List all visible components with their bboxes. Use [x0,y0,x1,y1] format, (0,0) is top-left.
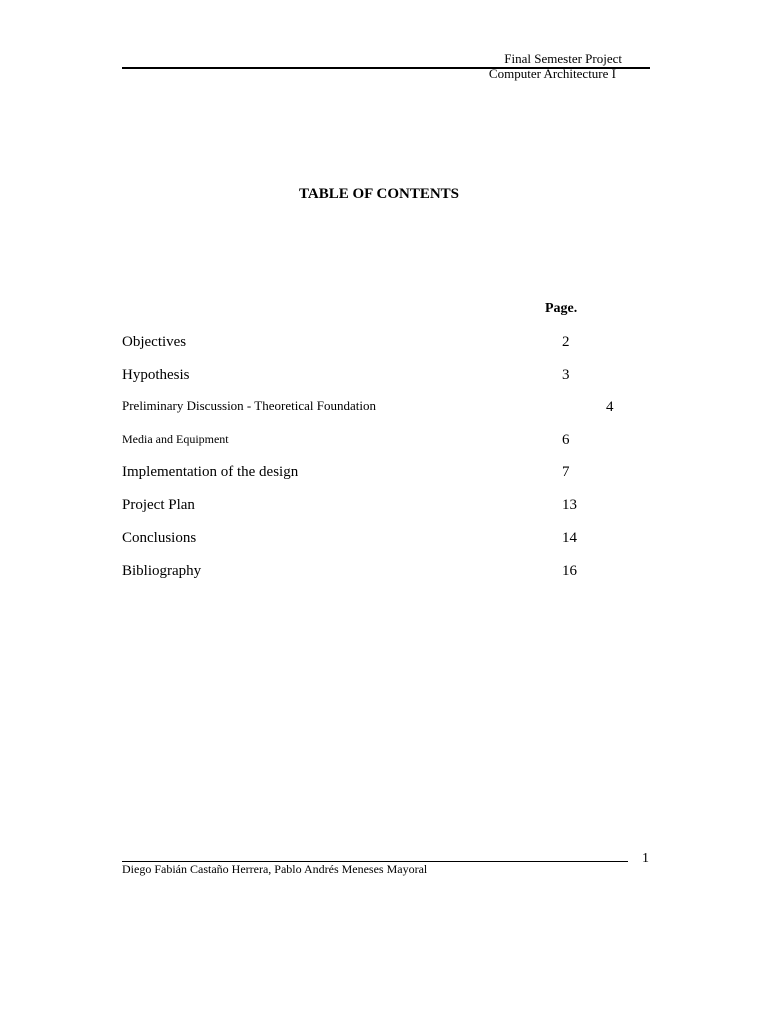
toc-entry-implementation [122,463,642,483]
toc-entry-project-plan [122,496,642,516]
toc-entry-label: Project Plan [122,497,195,513]
toc-entry-page: 7 [562,464,570,480]
toc-entry-media-equipment [122,431,642,451]
toc-entry-label: Bibliography [122,563,202,579]
toc-entry-preliminary-discussion [122,398,642,418]
toc-entry-page: 2 [562,334,570,350]
header-project-title: Final Semester Project [504,51,622,66]
toc-entry-page: 6 [562,432,570,448]
footer-page-number: 1 [642,851,649,866]
toc-entry-bibliography [122,562,642,582]
toc-title: TABLE OF CONTENTS [298,186,460,202]
toc-entry-label: Hypothesis [122,367,190,383]
toc-entry-label: Implementation of the design [122,464,299,480]
toc-entry-hypothesis [122,366,642,386]
toc-entry-page: 16 [562,563,577,579]
toc-entry-page: 14 [562,530,577,546]
toc-entry-objectives [122,333,642,353]
toc-entry-page: 3 [562,367,570,383]
toc-entry-label: Objectives [122,334,187,350]
toc-entry-page: 13 [562,497,577,513]
footer-authors: Diego Fabián Castaño Herrera, Pablo Andrés Meneses Mayoral [122,862,428,876]
header-course-name: Computer Architecture I [488,66,616,81]
toc-entry-label: Preliminary Discussion - Theoretical Foundation [122,398,376,413]
toc-entry-page: 4 [606,399,614,415]
toc-entry-label: Conclusions [122,530,197,546]
toc-entry-conclusions [122,529,642,549]
page-column-header: Page. [545,301,578,316]
toc-entry-label: Media and Equipment [122,432,229,446]
